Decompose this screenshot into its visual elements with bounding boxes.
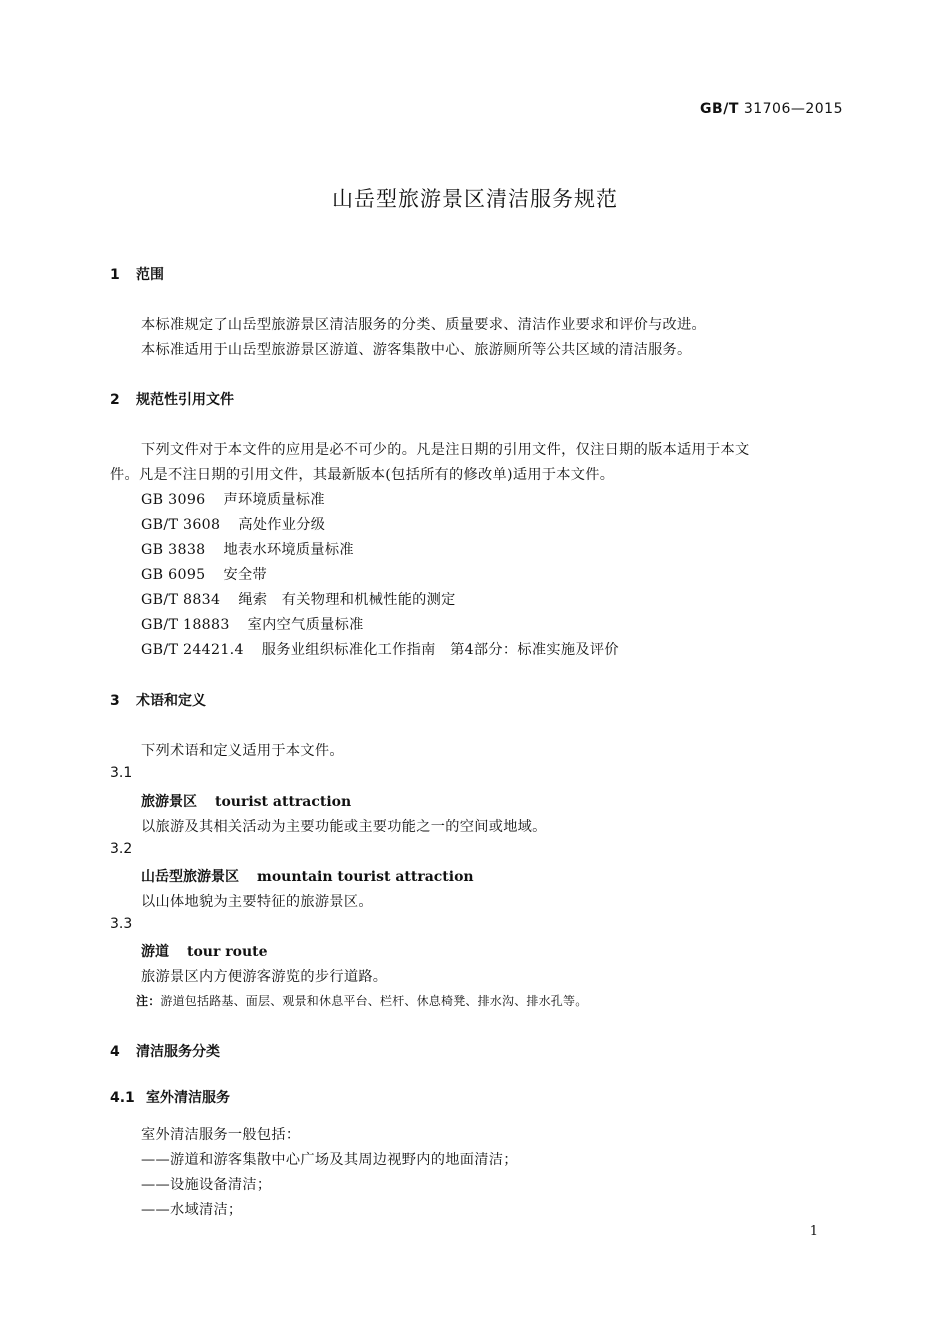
reference-code: GB/T 8834 <box>141 592 221 608</box>
section-number: 3 <box>110 693 120 709</box>
section-number: 1 <box>110 267 120 283</box>
term-heading <box>141 866 474 886</box>
references-intro-line-1: 下列文件对于本文件的应用是必不可少的。凡是注日期的引用文件，仅注日期的版本适用于本文 <box>141 442 750 458</box>
section-4-heading <box>110 1041 220 1061</box>
terms-intro: 下列术语和定义适用于本文件。 <box>141 743 344 759</box>
term-definition: 旅游景区内方便游客游览的步行道路。 <box>141 969 388 985</box>
section-title: 术语和定义 <box>136 693 206 709</box>
reference-item <box>141 539 354 559</box>
reference-name: 绳索 有关物理和机械性能的测定 <box>238 592 456 608</box>
reference-name: 服务业组织标准化工作指南 第4部分：标准实施及评价 <box>261 642 619 658</box>
note-text: 游道包括路基、面层、观景和休息平台、栏杆、休息椅凳、排水沟、排水孔等。 <box>160 994 588 1008</box>
standard-number: 31706—2015 <box>743 101 843 117</box>
reference-item <box>141 489 325 509</box>
term-heading <box>141 941 268 961</box>
term-note <box>136 992 587 1009</box>
subsection-number: 4.1 <box>110 1090 135 1106</box>
scope-paragraph-2: 本标准适用于山岳型旅游景区游道、游客集散中心、旅游厕所等公共区域的清洁服务。 <box>141 342 692 358</box>
standard-prefix: GB/T <box>700 101 739 117</box>
section-3-heading <box>110 690 206 710</box>
term-zh: 旅游景区 <box>141 794 197 810</box>
reference-item <box>141 514 325 534</box>
reference-code: GB/T 3608 <box>141 517 221 533</box>
subsection-4-1-heading <box>110 1087 230 1107</box>
standard-code <box>700 101 843 117</box>
reference-code: GB/T 18883 <box>141 617 230 633</box>
reference-name: 地表水环境质量标准 <box>223 542 354 558</box>
section-title: 规范性引用文件 <box>136 392 234 408</box>
reference-name: 高处作业分级 <box>238 517 326 533</box>
section-title: 清洁服务分类 <box>136 1044 220 1060</box>
references-intro-line-2: 件。凡是不注日期的引用文件，其最新版本(包括所有的修改单)适用于本文件。 <box>110 467 615 483</box>
term-definition: 以旅游及其相关活动为主要功能或主要功能之一的空间或地域。 <box>141 819 547 835</box>
section-2-heading <box>110 389 234 409</box>
document-title: 山岳型旅游景区清洁服务规范 <box>332 187 618 211</box>
list-item: ——设施设备清洁； <box>141 1177 272 1193</box>
page-number: 1 <box>809 1224 818 1239</box>
scope-paragraph-1: 本标准规定了山岳型旅游景区清洁服务的分类、质量要求、清洁作业要求和评价与改进。 <box>141 317 707 333</box>
term-en: tour route <box>187 944 268 960</box>
term-en: tourist attraction <box>215 794 352 810</box>
term-number: 3.3 <box>110 916 133 932</box>
list-item: ——游道和游客集散中心广场及其周边视野内的地面清洁； <box>141 1152 518 1168</box>
term-number: 3.2 <box>110 841 133 857</box>
reference-item <box>141 564 267 584</box>
term-en: mountain tourist attraction <box>257 869 474 885</box>
reference-code: GB 3838 <box>141 542 206 558</box>
section-number: 2 <box>110 392 120 408</box>
section-number: 4 <box>110 1044 120 1060</box>
reference-name: 声环境质量标准 <box>223 492 325 508</box>
reference-code: GB/T 24421.4 <box>141 642 244 658</box>
term-zh: 山岳型旅游景区 <box>141 869 239 885</box>
reference-name: 室内空气质量标准 <box>247 617 364 633</box>
subsection-title: 室外清洁服务 <box>146 1090 230 1106</box>
reference-code: GB 6095 <box>141 567 206 583</box>
term-definition: 以山体地貌为主要特征的旅游景区。 <box>141 894 373 910</box>
reference-name: 安全带 <box>223 567 267 583</box>
section-title: 范围 <box>136 267 164 283</box>
term-zh: 游道 <box>141 944 169 960</box>
reference-item <box>141 614 364 634</box>
reference-item <box>141 589 456 609</box>
list-item: ——水域清洁； <box>141 1202 243 1218</box>
section-1-heading <box>110 264 164 284</box>
outdoor-cleaning-intro: 室外清洁服务一般包括： <box>141 1127 301 1143</box>
reference-item <box>141 639 619 659</box>
reference-code: GB 3096 <box>141 492 206 508</box>
term-number: 3.1 <box>110 765 133 781</box>
note-label: 注： <box>136 994 161 1008</box>
term-heading <box>141 791 351 811</box>
